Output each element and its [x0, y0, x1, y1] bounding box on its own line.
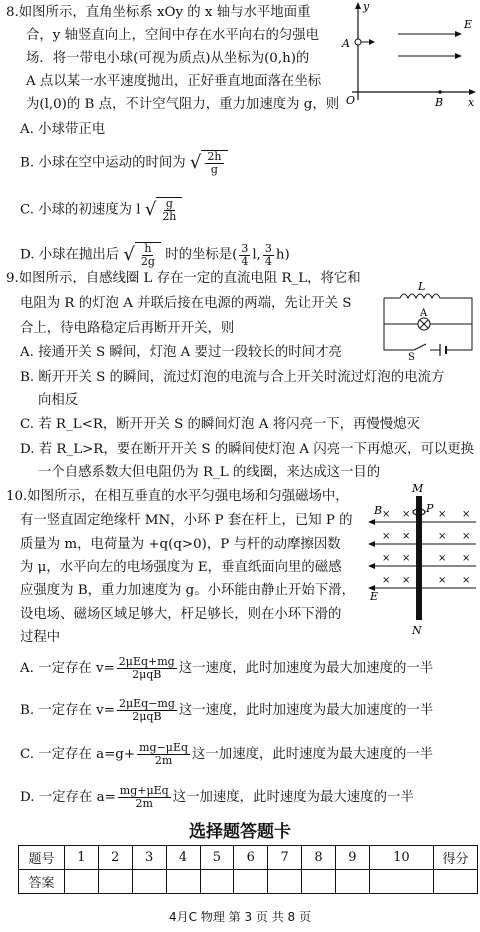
point-a-label: A	[342, 37, 350, 50]
q9-option-d-line-2: 一个自感系数大但电阻仍为 R_L 的线圈，来达成这一目的	[38, 465, 381, 480]
q9-option-b-line-2: 向相反	[38, 393, 79, 408]
fraction	[239, 243, 250, 268]
origin-label: O	[346, 94, 356, 107]
cross-mark-icon: ×	[462, 575, 471, 586]
q9-option-c: C. 若 R_L<R，断开开关 S 的瞬间灯泡 A 将闪亮一下，再慢慢熄灭	[20, 417, 420, 432]
inductor-label: L	[418, 280, 426, 293]
fraction-numerator: mg−μEq	[139, 741, 189, 754]
q10-field-figure	[364, 482, 480, 636]
x-axis-arrow-icon	[469, 89, 476, 95]
point-b-label: B	[435, 96, 444, 109]
score-cell[interactable]	[434, 870, 478, 894]
answer-cell[interactable]	[302, 870, 336, 894]
answer-cell[interactable]	[200, 870, 234, 894]
fraction-denominator: g	[210, 163, 218, 176]
cross-mark-icon: ×	[402, 575, 411, 586]
fraction	[263, 243, 274, 268]
fraction-numerator: 3	[241, 241, 249, 255]
q8-d-end: h)	[275, 247, 290, 263]
q10-a-tail: 这一速度，此时加速度为最大加速度的一半	[178, 661, 434, 676]
cross-mark-icon: ×	[462, 553, 471, 564]
header-cell: 8	[302, 846, 336, 870]
switch-icon	[414, 344, 426, 350]
cross-mark-icon: ×	[382, 531, 391, 542]
cross-mark-icon: ×	[462, 531, 471, 542]
y-axis-arrow-icon	[355, 2, 361, 9]
q10-line-1: 10.如图所示，在相互垂直的水平匀强电场和匀强磁场中，	[6, 489, 349, 504]
q10-line-2: 有一竖直固定绝缘杆 MN，小环 P 套在杆上，已知 P 的	[20, 513, 353, 528]
q10-a-text: A. 一定存在 v=	[20, 661, 115, 676]
y-axis-label: y	[363, 0, 370, 13]
cross-mark-icon: ×	[438, 531, 447, 542]
q10-line-6: 设电场、磁场区域足够大，杆足够长，则在小环下滑的	[20, 607, 342, 622]
q8-figure	[338, 0, 478, 112]
field-arrow-icon	[455, 53, 462, 59]
field-label-e: E	[464, 18, 473, 31]
table-row	[19, 846, 478, 870]
q8-line-1: 8.如图所示，直角坐标系 xOy 的 x 轴与水平地面重	[6, 5, 311, 20]
header-cell: 10	[369, 846, 433, 870]
cross-mark-icon: ×	[382, 553, 391, 564]
answer-cell[interactable]	[268, 870, 302, 894]
fraction-numerator: 2h	[207, 150, 222, 163]
header-cell: 5	[200, 846, 234, 870]
q8-line-5: 为(l,0)的 B 点，不计空气阻力，重力加速度为 g，则	[26, 97, 340, 112]
q10-c-tail: 这一加速度，此时速度为最大速度的一半	[192, 747, 434, 762]
fraction-numerator: 2μEq−mg	[118, 697, 175, 710]
cross-mark-icon: ×	[438, 553, 447, 564]
fraction	[117, 656, 177, 681]
velocity-arrow-icon	[369, 39, 375, 45]
q9-option-b-line-1: B. 断开开关 S 的瞬间，流过灯泡的电流与合上开关时流过灯泡的电流方	[20, 370, 445, 385]
q9-circuit-figure	[378, 280, 478, 362]
cross-mark-icon: ×	[382, 509, 391, 520]
q10-option-c	[20, 742, 433, 767]
q8-d-l: l,	[252, 247, 261, 263]
q10-d-tail: 这一加速度，此时速度为最大速度的一半	[172, 790, 414, 805]
fraction-denominator: 2h	[162, 210, 177, 223]
field-arrow-icon	[368, 563, 375, 569]
magnetic-field-label: B	[374, 504, 383, 517]
field-arrow-icon	[368, 519, 375, 525]
answer-cell[interactable]	[234, 870, 268, 894]
q10-c-text: C. 一定存在 a=g+	[20, 747, 136, 762]
page-footer: 4月C 物理 第 3 页 共 8 页	[169, 910, 311, 924]
row-label-cell: 答案	[19, 870, 65, 894]
cross-mark-icon: ×	[402, 509, 411, 520]
ring-label: P	[426, 502, 434, 515]
q10-line-5: 应强度为 B，重力加速度为 g。小环能由静止开始下滑，	[20, 583, 355, 598]
q10-b-tail: 这一速度，此时加速度为最大加速度的一半	[178, 703, 434, 718]
electric-field-label: E	[370, 590, 379, 603]
point-a	[355, 39, 361, 45]
header-cell: 得分	[434, 846, 478, 870]
fraction	[118, 785, 171, 810]
q10-b-text: B. 一定存在 v=	[20, 703, 115, 718]
cross-mark-icon: ×	[402, 553, 411, 564]
header-cell: 题号	[19, 846, 65, 870]
q8-d-text: D. 小球在抛出后	[20, 247, 120, 263]
q9-line-2: 电阻为 R 的灯泡 A 并联后接在电源的两端，先让开关 S	[20, 296, 352, 311]
fraction-denominator: 2m	[135, 797, 153, 810]
fraction-denominator: 2μqB	[132, 668, 162, 681]
header-cell: 3	[132, 846, 166, 870]
field-arrow-icon	[368, 541, 375, 547]
q8-c-text: C. 小球的初速度为 l	[20, 202, 141, 218]
rod-top-label: M	[412, 482, 424, 495]
rod-bottom-label: N	[412, 624, 422, 636]
table-row	[19, 870, 478, 894]
q8-option-d	[20, 242, 290, 268]
q10-d-text: D. 一定存在 a=	[20, 790, 116, 805]
fraction	[137, 742, 190, 767]
fraction-numerator: 2μEq+mg	[118, 655, 175, 668]
fraction-numerator: h	[144, 242, 152, 255]
q8-option-c	[20, 197, 182, 223]
answer-card-title: 选择题答题卡	[189, 822, 291, 842]
cross-mark-icon: ×	[402, 531, 411, 542]
answer-cell[interactable]	[336, 870, 370, 894]
point-b	[438, 90, 442, 94]
header-cell: 6	[234, 846, 268, 870]
inductor-coil-icon	[400, 294, 440, 298]
cross-mark-icon: ×	[462, 509, 471, 520]
q8-option-b	[20, 150, 228, 176]
q9-line-3: 合上，待电路稳定后再断开开关，则	[20, 321, 235, 336]
q8-option-a: A. 小球带正电	[20, 122, 106, 137]
answer-cell[interactable]	[65, 870, 99, 894]
header-cell: 7	[268, 846, 302, 870]
sqrt-expression: √ $\frac{2h}{g}$	[190, 150, 228, 176]
fraction-numerator: g	[165, 197, 173, 210]
fraction-denominator: 2μqB	[132, 710, 162, 723]
q8-line-3: 场．将一带电小球(可视为质点)从坐标为(0,h)的	[26, 51, 310, 66]
answer-cell[interactable]	[369, 870, 433, 894]
cross-mark-icon: ×	[382, 575, 391, 586]
sqrt-expression: √ $\frac{h}{2g}$	[123, 242, 161, 268]
fraction-numerator: mg+μEq	[119, 784, 169, 797]
q8-d-mid: 时的坐标是(	[165, 247, 238, 263]
field-arrow-icon	[455, 31, 462, 37]
cross-mark-icon: ×	[438, 509, 447, 520]
q8-line-2: 合，y 轴竖直向上，空间中存在水平向右的匀强电	[26, 28, 320, 43]
q10-line-7: 过程中	[20, 630, 61, 645]
header-cell: 2	[98, 846, 132, 870]
fraction-denominator: 2m	[154, 754, 173, 767]
q10-option-a	[20, 656, 433, 681]
answer-card-table	[18, 845, 478, 894]
header-cell: 1	[65, 846, 99, 870]
switch-label: S	[408, 352, 415, 362]
answer-cell[interactable]	[98, 870, 132, 894]
q8-line-4: A 点以某一水平速度抛出，正好垂直地面落在坐标	[26, 74, 322, 89]
magnetic-field-crosses	[382, 509, 470, 586]
q9-option-d-line-1: D. 若 R_L>R，要在断开开关 S 的瞬间使灯泡 A 闪亮一下再熄灭，可以更换	[20, 442, 475, 457]
fraction-denominator: 2g	[140, 255, 155, 268]
q10-option-b	[20, 698, 433, 723]
q8-b-text: B. 小球在空中运动的时间为	[20, 155, 186, 171]
answer-cell[interactable]	[132, 870, 166, 894]
answer-cell[interactable]	[166, 870, 200, 894]
lamp-label: A	[420, 308, 428, 319]
fraction	[117, 698, 177, 723]
header-cell: 9	[336, 846, 370, 870]
cross-mark-icon: ×	[438, 575, 447, 586]
fraction-numerator: 3	[264, 241, 272, 255]
fraction-denominator: 4	[241, 254, 249, 268]
fraction-denominator: 4	[264, 254, 272, 268]
q9-line-1: 9.如图所示，自感线圈 L 存在一定的直流电阻 R_L，将它和	[6, 271, 361, 286]
x-axis-label: x	[468, 96, 475, 109]
sqrt-expression: √ $\frac{g}{2h}$	[145, 197, 183, 223]
header-cell: 4	[166, 846, 200, 870]
q10-line-4: 为 μ，水平向左的电场强度为 E，垂直纸面向里的磁感	[20, 560, 342, 575]
q10-option-d	[20, 785, 414, 810]
q10-line-3: 质量为 m，电荷量为 +q(q>0)，P 与杆的动摩擦因数	[20, 537, 341, 552]
q9-option-a: A. 接通开关 S 瞬间，灯泡 A 要过一段较长的时间才亮	[20, 345, 342, 360]
